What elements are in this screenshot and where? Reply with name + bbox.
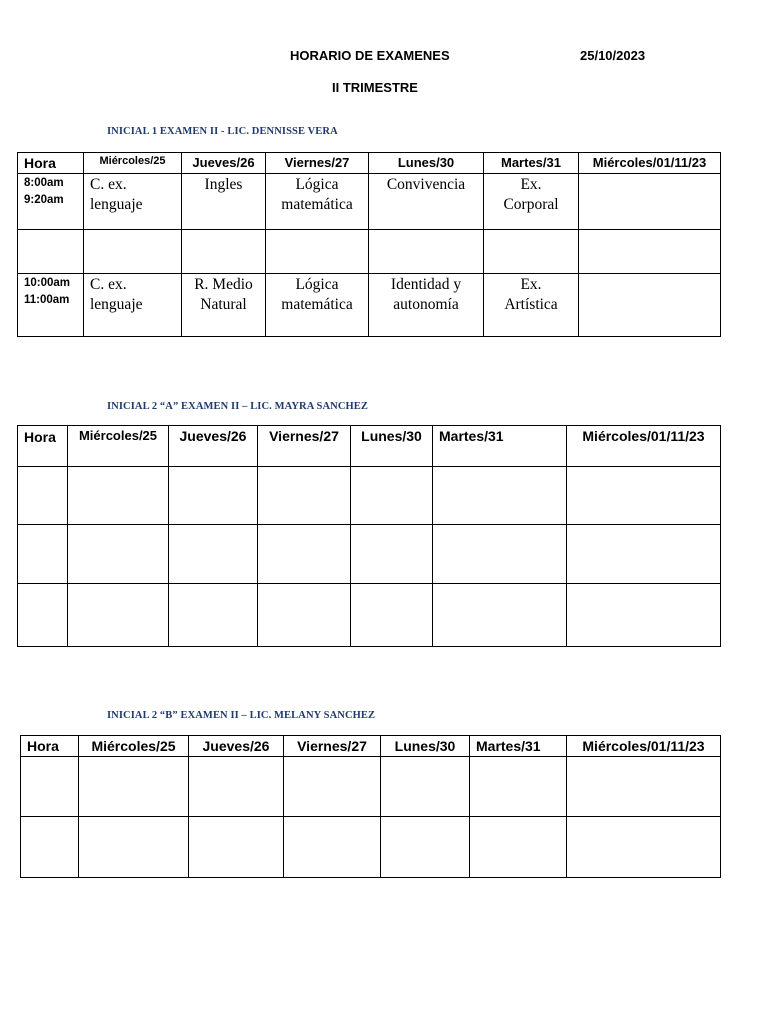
table-cell: [579, 274, 721, 337]
table-cell: [21, 757, 79, 817]
column-header: Miércoles/01/11/23: [579, 153, 721, 174]
table-cell: [433, 584, 567, 647]
table-cell: [381, 757, 470, 817]
schedule-table-inicial-2b: [20, 735, 721, 878]
table-cell: [169, 525, 258, 584]
table-cell: [266, 230, 369, 274]
column-header: Miércoles/25: [79, 736, 189, 757]
table-cell: Convivencia: [369, 174, 484, 230]
column-header: Lunes/30: [351, 426, 433, 467]
table-cell: [433, 467, 567, 525]
table-cell: Lógica matemática: [266, 274, 369, 337]
table-cell: [484, 230, 579, 274]
table-row: [18, 467, 721, 525]
table-cell: [369, 230, 484, 274]
table-cell: [351, 467, 433, 525]
column-header-hora: Hora: [18, 426, 68, 467]
table-cell: [169, 584, 258, 647]
table-cell: [284, 757, 381, 817]
column-header: Miércoles/25: [68, 426, 169, 467]
table-cell: [189, 817, 284, 878]
column-header-hora: Hora: [21, 736, 79, 757]
table-cell: [18, 230, 84, 274]
table-cell: [18, 525, 68, 584]
table-cell: [470, 817, 567, 878]
table-cell: [579, 230, 721, 274]
table-row: [18, 525, 721, 584]
table-cell: [351, 584, 433, 647]
table-cell: [189, 757, 284, 817]
table-cell: R. Medio Natural: [182, 274, 266, 337]
document-title: HORARIO DE EXAMENES: [290, 48, 450, 63]
table-header-row: [21, 736, 721, 757]
table-cell: [21, 817, 79, 878]
column-header: Lunes/30: [381, 736, 470, 757]
table-row: [18, 230, 721, 274]
table-cell: Lógica matemática: [266, 174, 369, 230]
table-row: [21, 817, 721, 878]
schedule-table-inicial-1: [17, 152, 721, 337]
column-header: Jueves/26: [189, 736, 284, 757]
section-title-inicial-1: INICIAL 1 EXAMEN II - LIC. DENNISSE VERA: [107, 126, 338, 137]
table-cell: [68, 467, 169, 525]
column-header: Miércoles/01/11/23: [567, 426, 721, 467]
section-title-inicial-2a: INICIAL 2 “A” EXAMEN II – LIC. MAYRA SANCHEZ: [107, 401, 369, 412]
table-cell: [567, 525, 721, 584]
table-cell: [470, 757, 567, 817]
table-cell: Identidad y autonomía: [369, 274, 484, 337]
column-header: Viernes/27: [284, 736, 381, 757]
table-row: [18, 584, 721, 647]
section-title-inicial-2b: INICIAL 2 “B” EXAMEN II – LIC. MELANY SANCHEZ: [107, 710, 376, 721]
table-cell: [567, 467, 721, 525]
column-header: Martes/31: [484, 153, 579, 174]
document-date: 25/10/2023: [580, 48, 646, 63]
column-header: Lunes/30: [369, 153, 484, 174]
table-cell: [433, 525, 567, 584]
table-cell: [79, 817, 189, 878]
table-cell: [284, 817, 381, 878]
schedule-table-inicial-2a: [17, 425, 721, 647]
table-cell: [567, 584, 721, 647]
table-cell: [182, 230, 266, 274]
table-cell: [567, 757, 721, 817]
table-cell: [79, 757, 189, 817]
column-header: Miércoles/25: [84, 153, 182, 174]
table-cell: [68, 584, 169, 647]
table-cell: [169, 467, 258, 525]
table-cell: [579, 174, 721, 230]
table-row: [21, 757, 721, 817]
column-header: Miércoles/01/11/23: [567, 736, 721, 757]
table-row: [18, 174, 721, 230]
table-header-row: [18, 426, 721, 467]
column-header: Viernes/27: [258, 426, 351, 467]
table-cell: [258, 525, 351, 584]
table-header-row: [18, 153, 721, 174]
table-cell: [258, 467, 351, 525]
column-header: Jueves/26: [182, 153, 266, 174]
time-cell: 10:00am 11:00am: [18, 274, 84, 337]
table-cell: [18, 467, 68, 525]
table-cell: C. ex. lenguaje: [84, 174, 182, 230]
table-cell: C. ex. lenguaje: [84, 274, 182, 337]
table-cell: [258, 584, 351, 647]
table-cell: Ingles: [182, 174, 266, 230]
time-cell: 8:00am 9:20am: [18, 174, 84, 230]
document-subtitle: II TRIMESTRE: [332, 80, 418, 95]
column-header: Martes/31: [470, 736, 567, 757]
column-header: Viernes/27: [266, 153, 369, 174]
table-cell: Ex. Artística: [484, 274, 579, 337]
table-cell: Ex. Corporal: [484, 174, 579, 230]
table-cell: [84, 230, 182, 274]
column-header: Martes/31: [433, 426, 567, 467]
column-header-hora: Hora: [18, 153, 84, 174]
table-cell: [381, 817, 470, 878]
column-header: Jueves/26: [169, 426, 258, 467]
table-cell: [18, 584, 68, 647]
table-cell: [68, 525, 169, 584]
table-cell: [567, 817, 721, 878]
table-row: [18, 274, 721, 337]
table-cell: [351, 525, 433, 584]
